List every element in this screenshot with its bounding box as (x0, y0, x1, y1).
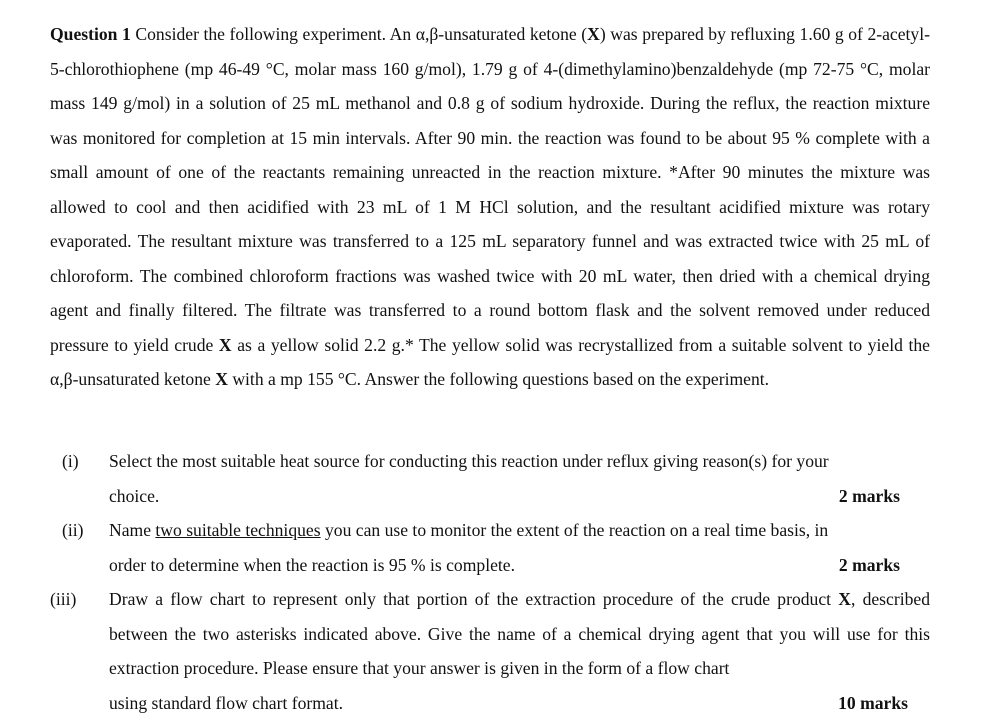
question-body (50, 17, 930, 397)
marks-label: 2 marks (839, 548, 930, 583)
sub-question-ii (50, 513, 930, 582)
sub-question-text (109, 582, 930, 686)
compound-x-3: X (215, 369, 228, 389)
sub-question-number: (ii) (62, 513, 84, 548)
sub-question-text (109, 513, 930, 548)
question-label: Question 1 (50, 24, 131, 44)
marks-label: 2 marks (839, 479, 930, 514)
compound-x-1: X (587, 24, 600, 44)
marks-label: 10 marks (838, 686, 930, 720)
sub-question-last-line: choice. (109, 479, 159, 514)
sub-question-number: (i) (62, 444, 79, 479)
question-paragraph (50, 17, 930, 397)
compound-x-2: X (219, 335, 232, 355)
underlined-phrase: two suitable techniques (155, 520, 320, 540)
question-text-4: with a mp 155 °C. Answer the following questions based on the experiment. (228, 369, 769, 389)
sub-questions (50, 444, 930, 720)
sub-question-iii (50, 582, 930, 720)
sub-question-text-pre: Draw a flow chart to represent only that portion of the extraction procedure of the crude product (109, 589, 838, 609)
compound-x-bold: X (838, 589, 851, 609)
sub-question-text-pre: Name (109, 520, 155, 540)
sub-question-number: (iii) (50, 582, 76, 617)
sub-question-i (50, 444, 930, 513)
sub-question-last-line: order to determine when the reaction is 95 % is complete. (109, 548, 515, 583)
question-text-3: as a yellow solid 2.2 g.* The yellow solid was recrystallized from a suitable solvent to yield the α,β-unsaturated ketone (50, 335, 930, 390)
sub-question-text-post: you can use to monitor the extent of the reaction on a real time basis, in (321, 520, 829, 540)
sub-question-text-post: , described between the two asterisks indicated above. Give the name of a chemical drying agent that you will use for this extraction procedure. Please ensure that your answer is given in the form of a flow chart (109, 589, 930, 678)
question-text-2: ) was prepared by refluxing 1.60 g of 2-acetyl-5-chlorothiophene (mp 46-49 °C, molar mass 160 g/mol), 1.79 g of 4-(dimethylamino)benzaldehyde (mp 72-75 °C, molar mass 149 g/mol) in a solution of 25 mL methanol and 0.8 g of sodium hydroxide. During the reflux, the reaction mixture was monitored for completion at 15 min intervals. After 90 min. the reaction was found to be about 95 % complete with a small amount of one of the reactants remaining unreacted in the reaction mixture. *After 90 minutes the mixture was allowed to cool and then acidified with 23 mL of 1 M HCl solution, and the resultant acidified mixture was rotary evaporated. The resultant mixture was transferred to a 125 mL separatory funnel and was extracted twice with 25 mL of chloroform. The combined chloroform fractions was washed twice with 20 mL water, then dried with a chemical drying agent and finally filtered. The filtrate was transferred to a round bottom flask and the solvent removed under reduced pressure to yield crude (50, 24, 930, 355)
sub-question-last-line: using standard flow chart format. (109, 686, 343, 720)
question-text-1: Consider the following experiment. An α,β-unsaturated ketone ( (131, 24, 587, 44)
sub-question-text: Select the most suitable heat source for conducting this reaction under reflux giving reason(s) for your (109, 444, 930, 479)
